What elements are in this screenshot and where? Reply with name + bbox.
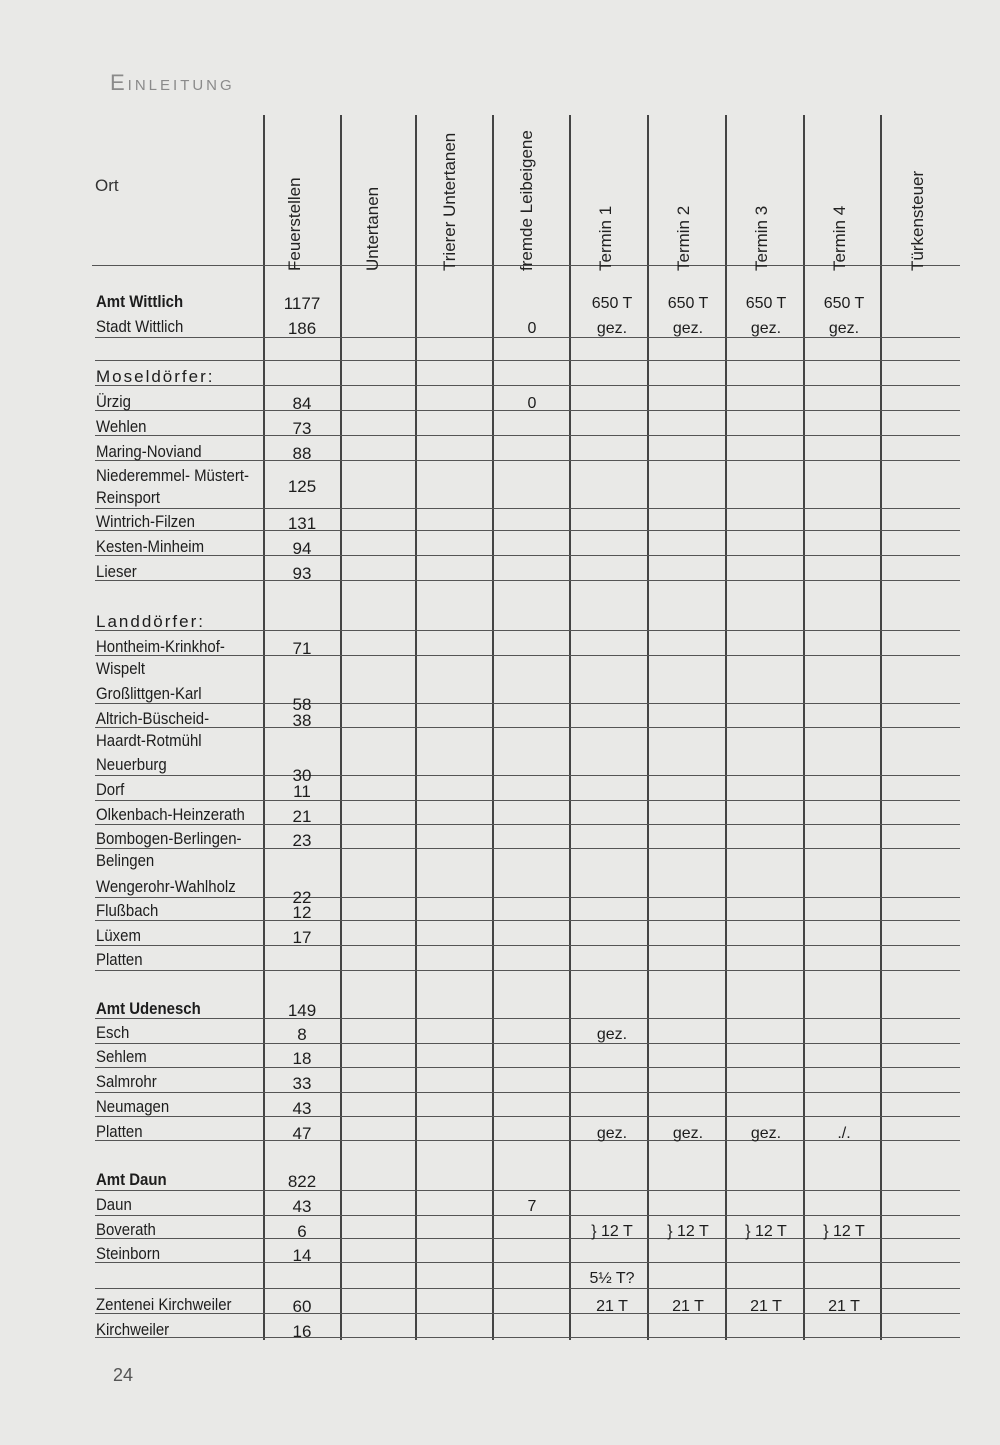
row-divider bbox=[95, 360, 960, 361]
column-header: Termin 3 bbox=[752, 205, 771, 271]
row-divider bbox=[95, 1018, 960, 1019]
feuerstellen-value: 18 bbox=[292, 1049, 312, 1068]
row-divider bbox=[95, 703, 960, 704]
row-divider bbox=[95, 385, 960, 386]
feuerstellen-value: 14 bbox=[292, 1246, 312, 1265]
place-name: Wehlen bbox=[96, 417, 147, 436]
termin-value: } 12 T bbox=[591, 1223, 633, 1240]
place-name: Platten bbox=[96, 1122, 143, 1141]
feuerstellen-value: 1177 bbox=[283, 294, 321, 313]
place-name: Amt Udenesch bbox=[96, 999, 201, 1018]
place-name-continued: Wispelt bbox=[96, 659, 146, 678]
termin-value: 650 T bbox=[667, 295, 709, 312]
row-divider bbox=[95, 1190, 960, 1191]
termin-value: } 12 T bbox=[823, 1223, 865, 1240]
termin-value: gez. bbox=[596, 1026, 628, 1043]
row-divider bbox=[95, 1288, 960, 1289]
row-divider bbox=[95, 555, 960, 556]
row-divider bbox=[95, 460, 960, 461]
row-divider bbox=[95, 920, 960, 921]
feuerstellen-value: 23 bbox=[292, 831, 312, 850]
place-name: Daun bbox=[96, 1195, 132, 1214]
place-name: Altrich-Büscheid- bbox=[96, 709, 210, 728]
termin-value: gez. bbox=[672, 320, 704, 337]
feuerstellen-value: 71 bbox=[292, 639, 312, 658]
row-divider bbox=[95, 970, 960, 971]
feuerstellen-value: 43 bbox=[292, 1099, 312, 1118]
place-name: Flußbach bbox=[96, 901, 159, 920]
row-divider bbox=[95, 630, 960, 631]
row-divider bbox=[95, 1043, 960, 1044]
row-divider bbox=[95, 1262, 960, 1263]
row-divider bbox=[95, 435, 960, 436]
column-header: Termin 2 bbox=[674, 205, 693, 271]
place-name: Großlittgen-Karl bbox=[96, 684, 202, 703]
feuerstellen-value: 58 bbox=[292, 695, 312, 714]
place-name: Amt Wittlich bbox=[96, 292, 184, 311]
row-divider bbox=[95, 775, 960, 776]
place-name: Maring-Noviand bbox=[96, 442, 202, 461]
termin-value: 21 T bbox=[596, 1298, 628, 1315]
termin-value: gez. bbox=[672, 1125, 704, 1142]
termin-value: gez. bbox=[596, 1125, 628, 1142]
feuerstellen-value: 6 bbox=[297, 1222, 307, 1241]
place-name: Wengerohr-Wahlholz bbox=[96, 877, 236, 896]
feuerstellen-value: 17 bbox=[292, 928, 312, 947]
leibeigene-value: 0 bbox=[527, 395, 537, 412]
feuerstellen-value: 33 bbox=[292, 1074, 312, 1093]
place-name: Stadt Wittlich bbox=[96, 317, 184, 336]
place-name: Niederemmel- Müstert- bbox=[96, 466, 249, 485]
termin-value: 650 T bbox=[591, 295, 633, 312]
column-header: Termin 1 bbox=[596, 205, 615, 271]
feuerstellen-value: 73 bbox=[292, 419, 312, 438]
feuerstellen-value: 822 bbox=[287, 1172, 317, 1191]
termin-value: 21 T bbox=[750, 1298, 782, 1315]
place-name: Olkenbach-Heinzerath bbox=[96, 805, 245, 824]
row-divider bbox=[95, 1116, 960, 1117]
termin-value: 650 T bbox=[823, 295, 865, 312]
feuerstellen-value: 186 bbox=[287, 319, 317, 338]
place-name-continued: Belingen bbox=[96, 851, 155, 870]
place-name: Sehlem bbox=[96, 1047, 147, 1066]
termin-value: gez. bbox=[828, 320, 860, 337]
place-name: Esch bbox=[96, 1023, 130, 1042]
feuerstellen-value: 131 bbox=[287, 514, 317, 533]
feuerstellen-value: 30 bbox=[292, 766, 312, 785]
row-divider bbox=[95, 580, 960, 581]
feuerstellen-value: 43 bbox=[292, 1197, 312, 1216]
feuerstellen-value: 38 bbox=[292, 711, 312, 730]
termin-value: 21 T bbox=[672, 1298, 704, 1315]
place-name: Landdörfer: bbox=[96, 612, 205, 631]
ort-column-header: Ort bbox=[95, 176, 119, 195]
row-divider bbox=[95, 727, 960, 728]
feuerstellen-value: 93 bbox=[292, 564, 312, 583]
page-number: 24 bbox=[113, 1365, 134, 1385]
place-name: Salmrohr bbox=[96, 1072, 157, 1091]
tax-table bbox=[90, 110, 960, 1350]
place-name: Hontheim-Krinkhof- bbox=[96, 637, 225, 656]
place-name: Steinborn bbox=[96, 1244, 161, 1263]
feuerstellen-value: 149 bbox=[287, 1001, 317, 1020]
termin-value: } 12 T bbox=[667, 1223, 709, 1240]
place-name: Neumagen bbox=[96, 1097, 170, 1116]
place-name: Kirchweiler bbox=[96, 1320, 170, 1339]
termin-value: ./. bbox=[837, 1125, 851, 1142]
termin-value: gez. bbox=[750, 1125, 782, 1142]
termin-value: gez. bbox=[596, 320, 628, 337]
place-name: Kesten-Minheim bbox=[96, 537, 205, 556]
feuerstellen-value: 94 bbox=[292, 539, 312, 558]
row-divider bbox=[95, 800, 960, 801]
place-name: Zentenei Kirchweiler bbox=[96, 1295, 232, 1314]
row-divider bbox=[95, 1092, 960, 1093]
row-divider bbox=[95, 1067, 960, 1068]
termin-value: gez. bbox=[750, 320, 782, 337]
feuerstellen-value: 22 bbox=[292, 888, 312, 907]
column-header: Feuerstellen bbox=[285, 177, 304, 271]
column-header: Untertanen bbox=[363, 186, 382, 271]
termin-value: 21 T bbox=[828, 1298, 860, 1315]
termin-value: } 12 T bbox=[745, 1223, 787, 1240]
column-header: fremde Leibeigene bbox=[517, 130, 536, 271]
leibeigene-value: 0 bbox=[527, 320, 537, 337]
feuerstellen-value: 125 bbox=[287, 477, 317, 496]
termin-value: 5½ T? bbox=[589, 1270, 635, 1287]
termin-value: 650 T bbox=[745, 295, 787, 312]
page-header: Einleitung bbox=[110, 70, 235, 95]
place-name: Amt Daun bbox=[96, 1170, 167, 1189]
place-name: Moseldörfer: bbox=[96, 367, 215, 386]
feuerstellen-value: 11 bbox=[293, 782, 311, 801]
place-name: Bombogen-Berlingen- bbox=[96, 829, 242, 848]
place-name-continued: Haardt-Rotmühl bbox=[96, 731, 202, 750]
row-divider bbox=[95, 945, 960, 946]
feuerstellen-value: 84 bbox=[292, 394, 312, 413]
column-header: Türkensteuer bbox=[908, 170, 927, 271]
place-name: Ürzig bbox=[96, 392, 131, 411]
feuerstellen-value: 60 bbox=[292, 1297, 312, 1316]
leibeigene-value: 7 bbox=[527, 1198, 537, 1215]
feuerstellen-value: 47 bbox=[292, 1124, 312, 1143]
column-header: Trierer Untertanen bbox=[440, 132, 459, 271]
place-name: Lüxem bbox=[96, 926, 141, 945]
place-name: Dorf bbox=[96, 780, 125, 799]
feuerstellen-value: 8 bbox=[297, 1025, 307, 1044]
row-divider bbox=[95, 1337, 960, 1338]
column-header: Termin 4 bbox=[830, 205, 849, 271]
place-name-continued: Reinsport bbox=[96, 488, 161, 507]
place-name: Lieser bbox=[96, 562, 137, 581]
row-divider bbox=[95, 508, 960, 509]
feuerstellen-value: 88 bbox=[292, 444, 312, 463]
place-name: Boverath bbox=[96, 1220, 156, 1239]
place-name: Wintrich-Filzen bbox=[96, 512, 195, 531]
feuerstellen-value: 21 bbox=[292, 807, 312, 826]
feuerstellen-value: 12 bbox=[292, 903, 312, 922]
place-name: Platten bbox=[96, 950, 143, 969]
feuerstellen-value: 16 bbox=[292, 1322, 312, 1341]
row-divider bbox=[95, 530, 960, 531]
place-name: Neuerburg bbox=[96, 755, 167, 774]
